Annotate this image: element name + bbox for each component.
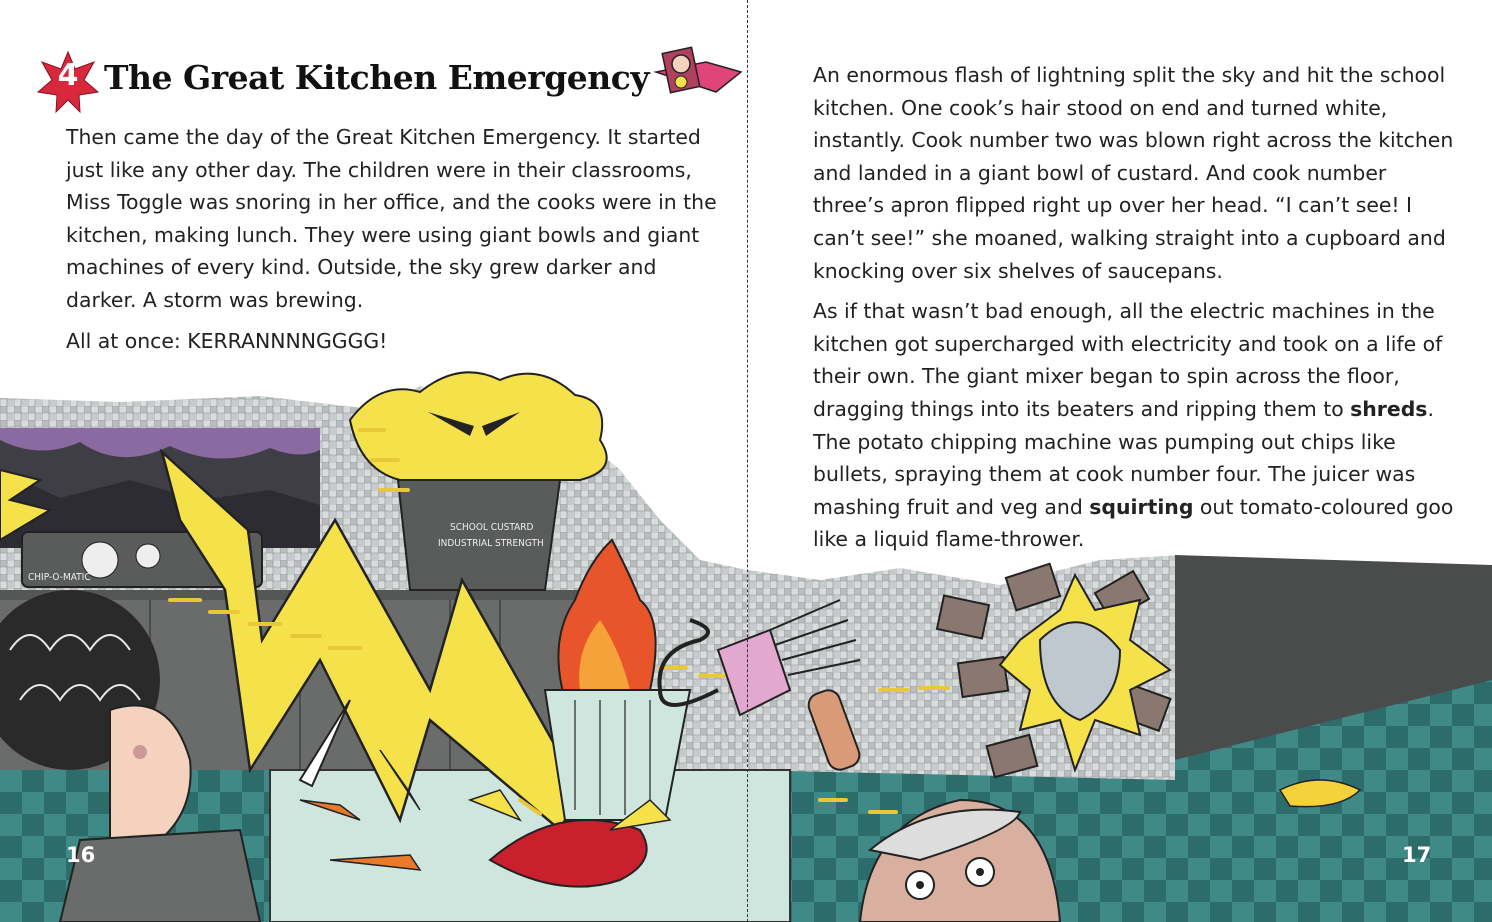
para2-part1: As if that wasn’t bad enough, all the electric machines in the kitchen got supercharged with electricity and took on a life of their own. The giant mixer began to spin across the floor, dragging things into its beaters and ripping them to <box>813 299 1443 421</box>
left-paragraph-1: Then came the day of the Great Kitchen Emergency. It started just like any other day. The children were in their classrooms, Miss Toggle was snoring in her office, and the cooks were in the kitchen, making lunch. They were using giant bowls and giant machines of every kind. Outside, the sky grew darker and darker. A storm was brewing. <box>66 125 717 312</box>
chapter-title: The Great Kitchen Emergency <box>104 58 650 97</box>
custard-bowl <box>398 480 560 590</box>
right-page-text <box>813 59 1463 564</box>
custard-sign-line1: SCHOOL CUSTARD <box>450 522 534 533</box>
bold-word-shreds: shreds <box>1350 396 1428 421</box>
flying-hero-icon <box>646 42 746 110</box>
para2-part2: . The potato chipping machine was pumping out chips like bullets, spraying them at cook number four. The juicer was mashing fruit and veg and <box>813 396 1434 519</box>
left-page-text <box>66 121 726 365</box>
left-paragraph-2: All at once: KERRANNNNGGGG! <box>66 328 388 353</box>
right-paragraph-2 <box>813 295 1463 556</box>
para2-part3: out tomato-coloured goo like a liquid flame-thrower. <box>813 494 1454 552</box>
bold-word-squirting: squirting <box>1089 494 1194 519</box>
page-gutter-divider <box>747 0 748 922</box>
right-paragraph-1: An enormous flash of lightning split the sky and hit the school kitchen. One cook’s hair stood on end and turned white, instantly. Cook number two was blown right across the kitchen and landed in a giant bowl of custard. And cook number three’s apron flipped right up over her head. “I can’t see! I can’t see!” she moaned, walking straight into a cupboard and knocking over six shelves of saucepans. <box>813 63 1454 283</box>
chapter-number: 4 <box>57 58 79 93</box>
custard-sign-line2: INDUSTRIAL STRENGTH <box>438 538 544 549</box>
page-number-left: 16 <box>66 843 96 867</box>
machine-label: CHIP-O-MATIC <box>28 572 91 583</box>
juicer-jar <box>545 690 690 820</box>
page-number-right: 17 <box>1402 843 1432 867</box>
custard-splash <box>350 372 607 480</box>
